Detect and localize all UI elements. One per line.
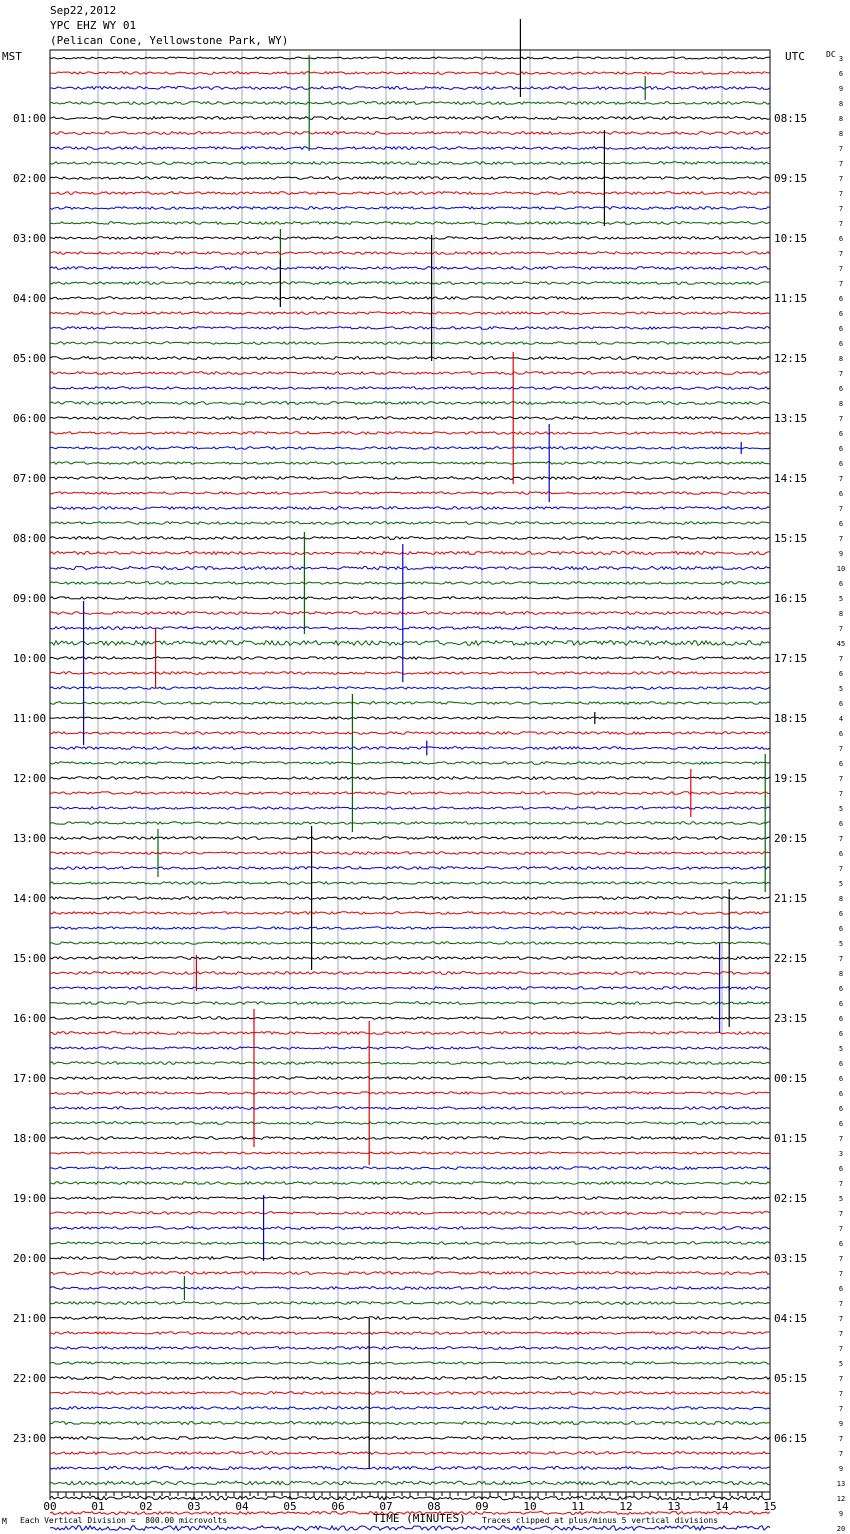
seismic-trace-35 — [50, 582, 770, 585]
dc-offset-94: 9 — [838, 1465, 844, 1473]
dc-offset-24: 7 — [838, 415, 844, 423]
x-tick-label: 11 — [571, 1500, 585, 1513]
seismic-trace-68 — [50, 1077, 770, 1080]
right-hour-label: 13:15 — [774, 412, 808, 425]
left-hour-label: 04:00 — [13, 292, 47, 305]
dc-offset-50: 5 — [838, 805, 844, 813]
dc-offset-43: 6 — [838, 700, 844, 708]
dc-offset-60: 7 — [838, 955, 844, 963]
left-hour-label: 19:00 — [13, 1192, 47, 1205]
plot-frame — [50, 50, 770, 1492]
seismic-trace-89 — [50, 1392, 770, 1395]
dc-offset-44: 4 — [838, 715, 844, 723]
seismic-trace-92 — [50, 1437, 770, 1440]
dc-offset-64: 6 — [838, 1015, 844, 1023]
dc-offset-0: 3 — [838, 55, 844, 63]
seismic-trace-30 — [50, 507, 770, 510]
seismic-trace-22 — [50, 387, 770, 390]
dc-offset-62: 6 — [838, 985, 844, 993]
clip-note: Traces clipped at plus/minus 5 vertical divisions — [482, 1516, 719, 1525]
x-tick-label: 14 — [715, 1500, 729, 1513]
dc-offset-56: 8 — [838, 895, 844, 903]
seismic-trace-41 — [50, 672, 770, 675]
x-tick-label: 10 — [523, 1500, 537, 1513]
dc-offset-29: 6 — [838, 490, 844, 498]
seismic-trace-50 — [50, 807, 770, 809]
left-hour-label: 07:00 — [13, 472, 47, 485]
dc-offset-85: 7 — [838, 1330, 844, 1338]
dc-offset-90: 7 — [838, 1405, 844, 1413]
left-hour-label: 03:00 — [13, 232, 47, 245]
dc-offset-67: 6 — [838, 1060, 844, 1068]
x-tick-label: 13 — [667, 1500, 681, 1513]
seismic-trace-88 — [50, 1377, 770, 1380]
seismic-trace-62 — [50, 987, 770, 990]
dc-offset-46: 7 — [838, 745, 844, 753]
dc-offset-69: 6 — [838, 1090, 844, 1098]
right-hour-label: 18:15 — [774, 712, 808, 725]
seismic-trace-69 — [50, 1092, 770, 1095]
seismic-trace-94 — [50, 1467, 770, 1470]
dc-offset-30: 7 — [838, 505, 844, 513]
right-hour-label: 05:15 — [774, 1372, 808, 1385]
dc-offset-73: 3 — [838, 1150, 844, 1158]
right-hour-label: 20:15 — [774, 832, 808, 845]
seismic-trace-26 — [50, 447, 770, 450]
dc-offset-38: 7 — [838, 625, 844, 633]
seismic-trace-56 — [50, 897, 770, 900]
x-tick-label: 09 — [475, 1500, 489, 1513]
dc-offset-21: 7 — [838, 370, 844, 378]
seismic-trace-27 — [50, 462, 770, 465]
seismic-trace-16 — [50, 297, 770, 300]
seismic-trace-51 — [50, 822, 770, 825]
left-hour-label: 11:00 — [13, 712, 47, 725]
dc-offset-19: 6 — [838, 340, 844, 348]
left-hour-label: 02:00 — [13, 172, 47, 185]
dc-offset-17: 6 — [838, 310, 844, 318]
seismic-trace-86 — [50, 1347, 770, 1350]
left-hour-label: 06:00 — [13, 412, 47, 425]
dc-offset-7: 7 — [838, 160, 844, 168]
seismic-trace-14 — [50, 267, 770, 270]
dc-offset-83: 7 — [838, 1300, 844, 1308]
seismic-trace-58 — [50, 927, 770, 930]
dc-offset-40: 7 — [838, 655, 844, 663]
right-hour-label: 23:15 — [774, 1012, 808, 1025]
seismic-trace-67 — [50, 1062, 770, 1065]
seismic-trace-20 — [50, 357, 770, 360]
x-tick-label: 00 — [43, 1500, 57, 1513]
dc-offset-91: 9 — [838, 1420, 844, 1428]
right-hour-label: 11:15 — [774, 292, 808, 305]
dc-offset-47: 6 — [838, 760, 844, 768]
left-hour-label: 01:00 — [13, 112, 47, 125]
dc-offset-75: 7 — [838, 1180, 844, 1188]
dc-offset-34: 10 — [836, 565, 846, 573]
dc-offset-27: 6 — [838, 460, 844, 468]
right-hour-label: 21:15 — [774, 892, 808, 905]
dc-offset-45: 6 — [838, 730, 844, 738]
dc-offset-79: 6 — [838, 1240, 844, 1248]
seismic-trace-66 — [50, 1047, 770, 1049]
seismic-trace-74 — [50, 1167, 770, 1170]
dc-offset-11: 7 — [838, 220, 844, 228]
seismic-trace-72 — [50, 1137, 770, 1140]
seismic-trace-18 — [50, 327, 770, 330]
seismic-trace-13 — [50, 252, 770, 255]
dc-offset-74: 6 — [838, 1165, 844, 1173]
dc-offset-48: 7 — [838, 775, 844, 783]
right-hour-label: 22:15 — [774, 952, 808, 965]
dc-offset-39: 45 — [836, 640, 846, 648]
x-axis-title: TIME (MINUTES) — [373, 1512, 466, 1525]
dc-offset-42: 5 — [838, 685, 844, 693]
seismic-trace-90 — [50, 1407, 770, 1410]
left-hour-label: 13:00 — [13, 832, 47, 845]
dc-offset-51: 6 — [838, 820, 844, 828]
dc-offset-23: 8 — [838, 400, 844, 408]
dc-header-label: DC — [826, 50, 836, 59]
seismic-trace-49 — [50, 792, 770, 795]
dc-offset-88: 7 — [838, 1375, 844, 1383]
left-hour-label: 08:00 — [13, 532, 47, 545]
seismic-trace-8 — [50, 177, 770, 180]
x-tick-label: 05 — [283, 1500, 297, 1513]
seismic-trace-87 — [50, 1362, 770, 1364]
seismic-trace-61 — [50, 972, 770, 975]
left-timezone-label: MST — [2, 50, 22, 63]
right-hour-label: 04:15 — [774, 1312, 808, 1325]
dc-offset-2: 9 — [838, 85, 844, 93]
right-hour-label: 08:15 — [774, 112, 808, 125]
dc-offset-92: 7 — [838, 1435, 844, 1443]
right-hour-label: 01:15 — [774, 1132, 808, 1145]
x-tick-label: 01 — [91, 1500, 105, 1513]
dc-offset-52: 7 — [838, 835, 844, 843]
seismic-trace-64 — [50, 1017, 770, 1020]
dc-offset-77: 7 — [838, 1210, 844, 1218]
seismic-trace-63 — [50, 1002, 770, 1005]
seismic-trace-98 — [50, 1526, 770, 1531]
right-hour-label: 02:15 — [774, 1192, 808, 1205]
seismic-trace-15 — [50, 282, 770, 285]
dc-offset-15: 7 — [838, 280, 844, 288]
right-timezone-label: UTC — [785, 50, 805, 63]
seismic-trace-19 — [50, 342, 770, 345]
seismic-trace-57 — [50, 912, 770, 915]
dc-offset-86: 7 — [838, 1345, 844, 1353]
seismic-trace-25 — [50, 432, 770, 435]
seismic-trace-29 — [50, 492, 770, 495]
seismic-trace-6 — [50, 147, 770, 150]
dc-offset-16: 6 — [838, 295, 844, 303]
dc-offset-25: 6 — [838, 430, 844, 438]
left-hour-label: 16:00 — [13, 1012, 47, 1025]
left-hour-label: 09:00 — [13, 592, 47, 605]
seismic-trace-5 — [50, 132, 770, 135]
dc-offset-3: 8 — [838, 100, 844, 108]
seismic-trace-70 — [50, 1107, 770, 1110]
right-hour-label: 16:15 — [774, 592, 808, 605]
seismic-trace-1 — [50, 72, 770, 75]
dc-offset-35: 6 — [838, 580, 844, 588]
seismic-trace-93 — [50, 1452, 770, 1455]
seismic-trace-23 — [50, 402, 770, 405]
left-hour-label: 10:00 — [13, 652, 47, 665]
seismic-trace-17 — [50, 312, 770, 315]
dc-offset-65: 6 — [838, 1030, 844, 1038]
seismic-trace-82 — [50, 1287, 770, 1290]
dc-offset-78: 7 — [838, 1225, 844, 1233]
dc-offset-9: 7 — [838, 190, 844, 198]
scale-note: Each Vertical Division = 800.00 microvolts — [20, 1516, 228, 1525]
seismic-trace-0 — [50, 57, 770, 59]
seismic-trace-34 — [50, 566, 770, 569]
left-hour-label: 22:00 — [13, 1372, 47, 1385]
x-tick-label: 04 — [235, 1500, 249, 1513]
seismic-trace-48 — [50, 777, 770, 780]
seismic-trace-4 — [50, 117, 770, 120]
seismic-trace-12 — [50, 237, 770, 240]
dc-offset-95: 13 — [836, 1480, 846, 1488]
seismic-trace-59 — [50, 942, 770, 944]
dc-offset-82: 6 — [838, 1285, 844, 1293]
dc-offset-80: 7 — [838, 1255, 844, 1263]
dc-offset-14: 7 — [838, 265, 844, 273]
station-code: YPC EHZ WY 01 — [50, 19, 137, 32]
dc-offset-13: 7 — [838, 250, 844, 258]
left-hour-label: 14:00 — [13, 892, 47, 905]
seismic-trace-95 — [50, 1481, 770, 1485]
dc-offset-36: 5 — [838, 595, 844, 603]
seismic-trace-40 — [50, 657, 770, 660]
seismic-trace-24 — [50, 417, 770, 420]
dc-offset-58: 6 — [838, 925, 844, 933]
seismic-trace-96 — [50, 1496, 770, 1500]
seismic-trace-77 — [50, 1212, 770, 1215]
seismic-trace-3 — [50, 102, 770, 105]
dc-offset-89: 7 — [838, 1390, 844, 1398]
dc-offset-6: 7 — [838, 145, 844, 153]
left-hour-label: 12:00 — [13, 772, 47, 785]
seismic-trace-83 — [50, 1302, 770, 1305]
dc-offset-70: 6 — [838, 1105, 844, 1113]
seismic-trace-11 — [50, 222, 770, 225]
seismic-trace-45 — [50, 732, 770, 735]
dc-offset-37: 8 — [838, 610, 844, 618]
dc-offset-28: 7 — [838, 475, 844, 483]
seismic-trace-44 — [50, 717, 770, 719]
dc-offset-22: 6 — [838, 385, 844, 393]
seismic-trace-38 — [50, 627, 770, 630]
dc-offset-18: 6 — [838, 325, 844, 333]
seismic-trace-7 — [50, 162, 770, 165]
seismic-trace-9 — [50, 192, 770, 195]
seismic-trace-33 — [50, 552, 770, 555]
dc-offset-55: 5 — [838, 880, 844, 888]
dc-offset-8: 7 — [838, 175, 844, 183]
seismic-trace-31 — [50, 522, 770, 525]
dc-offset-53: 6 — [838, 850, 844, 858]
left-hour-label: 20:00 — [13, 1252, 47, 1265]
dc-offset-1: 6 — [838, 70, 844, 78]
seismic-trace-42 — [50, 687, 770, 689]
left-hour-label: 05:00 — [13, 352, 47, 365]
seismic-trace-79 — [50, 1242, 770, 1245]
dc-offset-87: 5 — [838, 1360, 844, 1368]
dc-offset-31: 6 — [838, 520, 844, 528]
x-tick-label: 12 — [619, 1500, 633, 1513]
seismic-trace-76 — [50, 1197, 770, 1199]
seismic-trace-43 — [50, 702, 770, 705]
seismic-trace-37 — [50, 612, 770, 615]
seismic-trace-55 — [50, 882, 770, 884]
seismic-trace-46 — [50, 747, 770, 750]
dc-offset-4: 8 — [838, 115, 844, 123]
seismic-trace-28 — [50, 477, 770, 480]
right-hour-label: 10:15 — [774, 232, 808, 245]
x-tick-label: 15 — [763, 1500, 777, 1513]
right-hour-label: 14:15 — [774, 472, 808, 485]
corner-mark: M — [2, 1517, 7, 1526]
seismic-trace-80 — [50, 1257, 770, 1260]
left-hour-label: 15:00 — [13, 952, 47, 965]
seismic-trace-36 — [50, 597, 770, 599]
dc-offset-20: 8 — [838, 355, 844, 363]
seismic-trace-75 — [50, 1182, 770, 1185]
right-hour-label: 00:15 — [774, 1072, 808, 1085]
dc-offset-76: 5 — [838, 1195, 844, 1203]
dc-offset-97: 9 — [838, 1510, 844, 1518]
dc-offset-93: 7 — [838, 1450, 844, 1458]
dc-offset-33: 9 — [838, 550, 844, 558]
seismic-trace-2 — [50, 87, 770, 90]
right-hour-label: 19:15 — [774, 772, 808, 785]
dc-offset-72: 7 — [838, 1135, 844, 1143]
x-tick-label: 08 — [427, 1500, 441, 1513]
dc-offset-81: 7 — [838, 1270, 844, 1278]
dc-offset-71: 6 — [838, 1120, 844, 1128]
dc-offset-84: 7 — [838, 1315, 844, 1323]
dc-offset-49: 7 — [838, 790, 844, 798]
dc-offset-41: 6 — [838, 670, 844, 678]
dc-offset-98: 20 — [836, 1525, 846, 1533]
x-tick-label: 06 — [331, 1500, 345, 1513]
seismic-trace-73 — [50, 1152, 770, 1154]
right-hour-label: 12:15 — [774, 352, 808, 365]
dc-offset-10: 7 — [838, 205, 844, 213]
right-hour-label: 03:15 — [774, 1252, 808, 1265]
dc-offset-66: 5 — [838, 1045, 844, 1053]
seismic-trace-60 — [50, 957, 770, 960]
left-hour-label: 21:00 — [13, 1312, 47, 1325]
seismic-trace-78 — [50, 1227, 770, 1230]
dc-offset-96: 12 — [836, 1495, 846, 1503]
seismic-trace-21 — [50, 372, 770, 375]
seismic-trace-84 — [50, 1317, 770, 1320]
x-tick-label: 07 — [379, 1500, 393, 1513]
x-tick-label: 02 — [139, 1500, 153, 1513]
station-location: (Pelican Cone, Yellowstone Park, WY) — [50, 34, 289, 47]
dc-offset-59: 5 — [838, 940, 844, 948]
seismic-trace-81 — [50, 1272, 770, 1275]
seismic-trace-91 — [50, 1422, 770, 1425]
seismic-trace-47 — [50, 762, 770, 765]
dc-offset-32: 7 — [838, 535, 844, 543]
plot-date: Sep22,2012 — [50, 4, 117, 17]
dc-offset-12: 6 — [838, 235, 844, 243]
left-hour-label: 23:00 — [13, 1432, 47, 1445]
dc-offset-26: 6 — [838, 445, 844, 453]
dc-offset-57: 6 — [838, 910, 844, 918]
dc-offset-5: 8 — [838, 130, 844, 138]
right-hour-label: 06:15 — [774, 1432, 808, 1445]
dc-offset-61: 8 — [838, 970, 844, 978]
right-hour-label: 15:15 — [774, 532, 808, 545]
seismic-trace-71 — [50, 1122, 770, 1125]
seismic-trace-32 — [50, 537, 770, 540]
x-tick-label: 03 — [187, 1500, 201, 1513]
dc-offset-63: 6 — [838, 1000, 844, 1008]
seismic-trace-85 — [50, 1332, 770, 1335]
seismic-trace-39 — [50, 641, 770, 646]
seismic-trace-65 — [50, 1032, 770, 1035]
right-hour-label: 09:15 — [774, 172, 808, 185]
left-hour-label: 17:00 — [13, 1072, 47, 1085]
dc-offset-68: 6 — [838, 1075, 844, 1083]
seismic-trace-10 — [50, 207, 770, 210]
left-hour-label: 18:00 — [13, 1132, 47, 1145]
right-hour-label: 17:15 — [774, 652, 808, 665]
dc-offset-54: 7 — [838, 865, 844, 873]
